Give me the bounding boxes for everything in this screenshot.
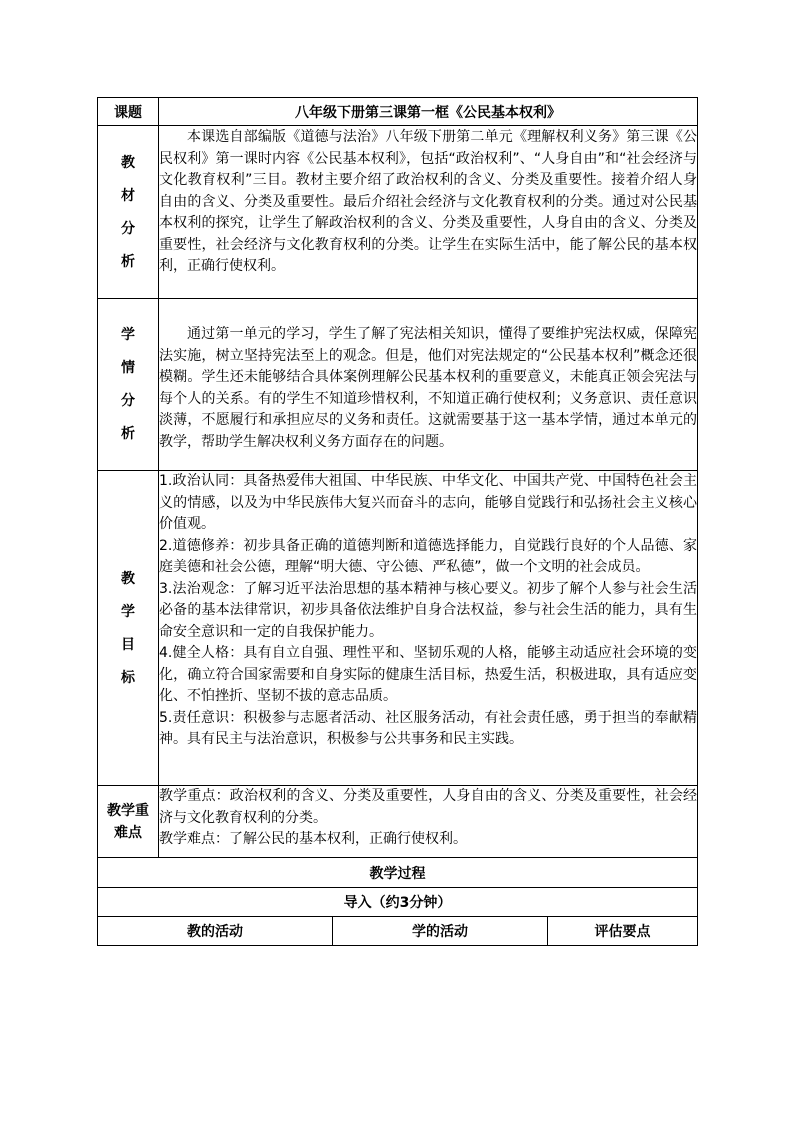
goal-item: 4.健全人格：具有自立自强、理性平和、坚韧乐观的人格，能够主动适应社会环境的变化，确立符合国家需要和自身实际的健康生活目标，热爱生活，积极进取，具有适应变化、不怕挫折、坚韧不拔的意志品质。: [159, 645, 697, 704]
student-analysis-text: 通过第一单元的学习，学生了解了宪法相关知识，懂得了要维护宪法权威，保障宪法实施，树立坚持宪法至上的观念。但是，他们对宪法规定的“公民基本权利”概念还很模糊。学生还未能够结合具体案例理解公民基本权利的重要意义，未能真正领会宪法与每个人的关系。有的学生不知道珍惜权利，不知道正确行使权利；义务意识、责任意识淡薄，不愿履行和承担应尽的义务和责任。这就需要基于这一基本学情，通过本单元的教学，帮助学生解决权利义务方面存在的问题。: [159, 299, 698, 471]
material-analysis-label: 教 材 分 析: [98, 126, 159, 299]
activity-header-row: [98, 917, 698, 946]
key-focus: 教学重点：政治权利的含义、分类及重要性，人身自由的含义、分类及重要性，社会经济与文化教育权利的分类。: [159, 788, 697, 826]
assessment-header: 评估要点: [548, 917, 698, 946]
material-analysis-row: [98, 126, 698, 299]
process-title-row: [98, 858, 698, 888]
intro-title: 导入（约3分钟）: [98, 888, 698, 917]
student-analysis-label: 学 情 分 析: [98, 299, 159, 471]
teaching-goals-label: 教 学 目 标: [98, 471, 159, 786]
goal-item: 5.责任意识：积极参与志愿者活动、社区服务活动，有社会责任感，勇于担当的奉献精神。具有民主与法治意识，积极参与公共事务和民主实践。: [159, 709, 697, 747]
teaching-goals-row: [98, 471, 698, 786]
topic-label: 课题: [98, 98, 159, 126]
process-title: 教学过程: [98, 858, 698, 888]
key-points-label: 教学重 难点: [98, 786, 159, 858]
key-points-text: [159, 786, 698, 858]
teaching-goals-list: [159, 471, 698, 786]
key-difficulty: 教学难点：了解公民的基本权利，正确行使权利。: [159, 831, 467, 847]
student-analysis-row: [98, 299, 698, 471]
goal-item: 3.法治观念：了解习近平法治思想的基本精神与核心要义。初步了解个人参与社会生活必备的基本法律常识，初步具备依法维护自身合法权益，参与社会生活的能力，具有生命安全意识和一定的自我保护能力。: [159, 580, 697, 640]
goal-item: 1.政治认同：具备热爱伟大祖国、中华民族、中华文化、中国共产党、中国特色社会主义的情感，以及为中华民族伟大复兴而奋斗的志向，能够自觉践行和弘扬社会主义核心价值观。: [159, 473, 697, 532]
teacher-activity-header: 教的活动: [98, 917, 333, 946]
key-points-row: [98, 786, 698, 858]
intro-title-row: [98, 888, 698, 917]
student-activity-header: 学的活动: [333, 917, 548, 946]
material-analysis-text: 本课选自部编版《道德与法治》八年级下册第二单元《理解权利义务》第三课《公民权利》第一课时内容《公民基本权利》，包括“政治权利”、“人身自由”和“社会经济与文化教育权利”三目。教材主要介绍了政治权利的含义、分类及重要性。接着介绍人身自由的含义、分类及重要性。最后介绍社会经济与文化教育权利的分类。通过对公民基本权利的探究，让学生了解政治权利的含义、分类及重要性，人身自由的含义、分类及重要性，社会经济与文化教育权利的分类。让学生在实际生活中，能了解公民的基本权利，正确行使权利。: [159, 126, 698, 299]
lesson-plan-table: [97, 97, 698, 946]
goal-item: 2.道德修养：初步具备正确的道德判断和道德选择能力，自觉践行良好的个人品德、家庭美德和社会公德，理解“明大德、守公德、严私德”，做一个文明的社会成员。: [159, 537, 697, 575]
topic-title: 八年级下册第三课第一框《公民基本权利》: [159, 98, 698, 126]
topic-row: [98, 98, 698, 126]
